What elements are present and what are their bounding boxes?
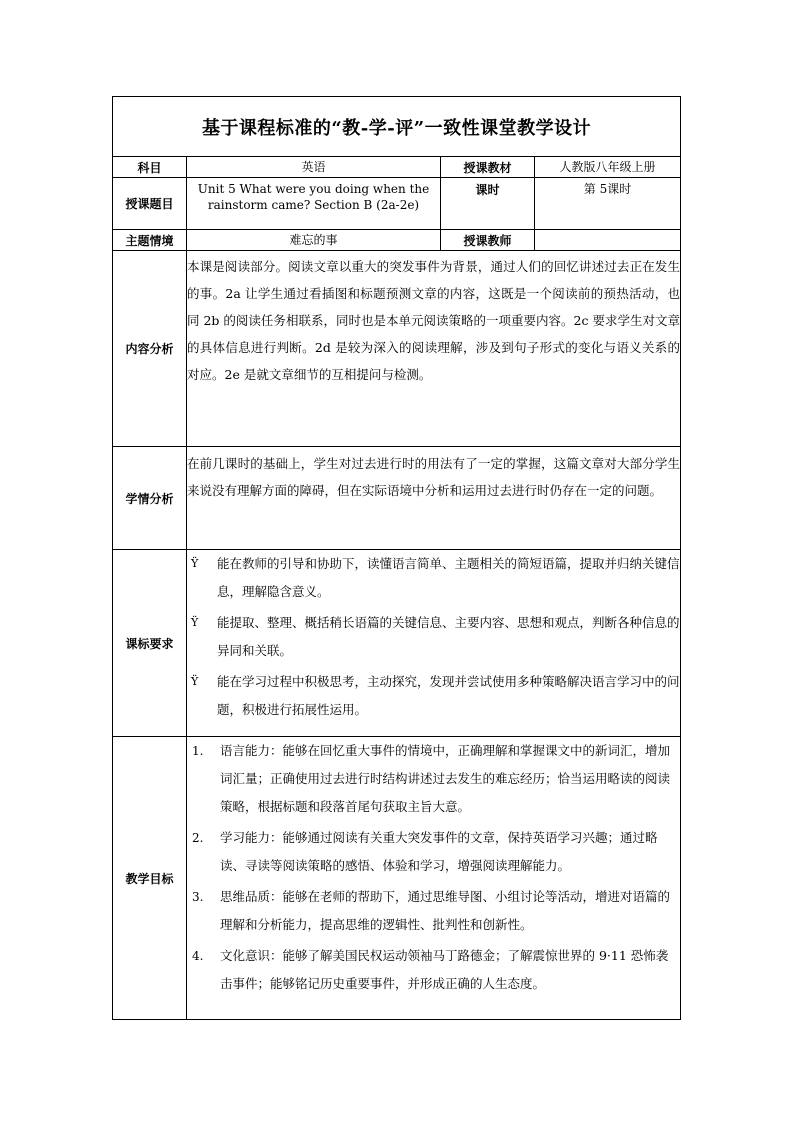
content-analysis-label: 内容分析: [113, 251, 187, 447]
subject-value: 英语: [187, 157, 441, 178]
standard-item: [187, 609, 680, 665]
goal-text: 语言能力：能够在回忆重大事件的情境中，正确理解和掌握课文中的新词汇，增加词汇量；正确使用过去进行时结构讲述过去发生的难忘经历；恰当运用略读的阅读策略，根据标题和段落首尾句获取主旨大意。: [220, 743, 671, 814]
bullet-icon: Ÿ: [191, 557, 199, 570]
learner-analysis-text: 在前几课时的基础上，学生对过去进行时的用法有了一定的掌握，这篇文章对大部分学生来说没有理解方面的障碍，但在实际语境中分析和运用过去进行时仍存在一定的问题。: [187, 447, 681, 550]
subject-label: 科目: [113, 157, 187, 178]
standards-label: 课标要求: [113, 550, 187, 737]
period-label: 课时: [441, 178, 535, 230]
goal-item: [187, 824, 680, 880]
goal-text: 思维品质：能够在老师的帮助下，通过思维导图、小组讨论等活动，增进对语篇的理解和分析能力，提高思维的逻辑性、批判性和创新性。: [220, 889, 671, 932]
goal-item: [187, 737, 680, 821]
standards-list: [187, 550, 681, 737]
standard-item-text: 能在教师的引导和协助下，读懂语言简单、主题相关的简短语篇，提取并归纳关键信息，理解隐含意义。: [217, 556, 680, 599]
goals-label: 教学目标: [113, 737, 187, 1020]
standard-item-text: 能在学习过程中积极思考，主动探究，发现并尝试使用多种策略解决语言学习中的问题，积极进行拓展性运用。: [217, 674, 680, 717]
standard-item: [187, 550, 680, 606]
standard-item-text: 能提取、整理、概括稍长语篇的关键信息、主要内容、思想和观点，判断各种信息的异同和关联。: [217, 615, 680, 658]
content-analysis-text: 本课是阅读部分。阅读文章以重大的突发事件为背景，通过人们的回忆讲述过去正在发生的事。2a 让学生通过看插图和标题预测文章的内容，这既是一个阅读前的预热活动，也同 2b 的阅读任务相联系，同时也是本单元阅读策略的一项重要内容。2c 要求学生对文章的具体信息进行判断。2d 是较为深入的阅读理解，涉及到句子形式的变化与语义关系的对应。2e 是就文章细节的互相提问与检测。: [187, 251, 681, 447]
topic-line-2: rainstorm came? Section B (2a-2e): [207, 198, 420, 212]
textbook-label: 授课教材: [441, 157, 535, 178]
theme-label: 主题情境: [113, 230, 187, 251]
learner-analysis-label: 学情分析: [113, 447, 187, 550]
bullet-icon: Ÿ: [191, 616, 199, 629]
goal-item: [187, 942, 680, 998]
goal-number: 2.: [192, 831, 204, 845]
theme-value: 难忘的事: [187, 230, 441, 251]
period-value: 第 5课时: [535, 178, 681, 230]
goal-text: 学习能力：能够通过阅读有关重大突发事件的文章，保持英语学习兴趣；通过略读、寻读等阅读策略的感悟、体验和学习，增强阅读理解能力。: [220, 830, 658, 873]
topic-label: 授课题目: [113, 178, 187, 230]
page-title: 基于课程标准的“教-学-评”一致性课堂教学设计: [113, 97, 681, 157]
bullet-icon: Ÿ: [191, 675, 199, 688]
goal-number: 4.: [192, 949, 204, 963]
goals-list: [187, 737, 681, 1020]
goal-text: 文化意识：能够了解美国民权运动领袖马丁路德金；了解震惊世界的 9·11 恐怖袭击事件；能够铭记历史重要事件，并形成正确的人生态度。: [220, 948, 669, 991]
lesson-design-table: [112, 96, 681, 1020]
topic-value: [187, 178, 441, 230]
goal-item: [187, 883, 680, 939]
topic-line-1: Unit 5 What were you doing when the: [197, 182, 430, 196]
standard-item: [187, 668, 680, 724]
textbook-value: 人教版八年级上册: [535, 157, 681, 178]
teacher-value: [535, 230, 681, 251]
goal-number: 3.: [192, 890, 204, 904]
teacher-label: 授课教师: [441, 230, 535, 251]
goal-number: 1.: [192, 744, 204, 758]
